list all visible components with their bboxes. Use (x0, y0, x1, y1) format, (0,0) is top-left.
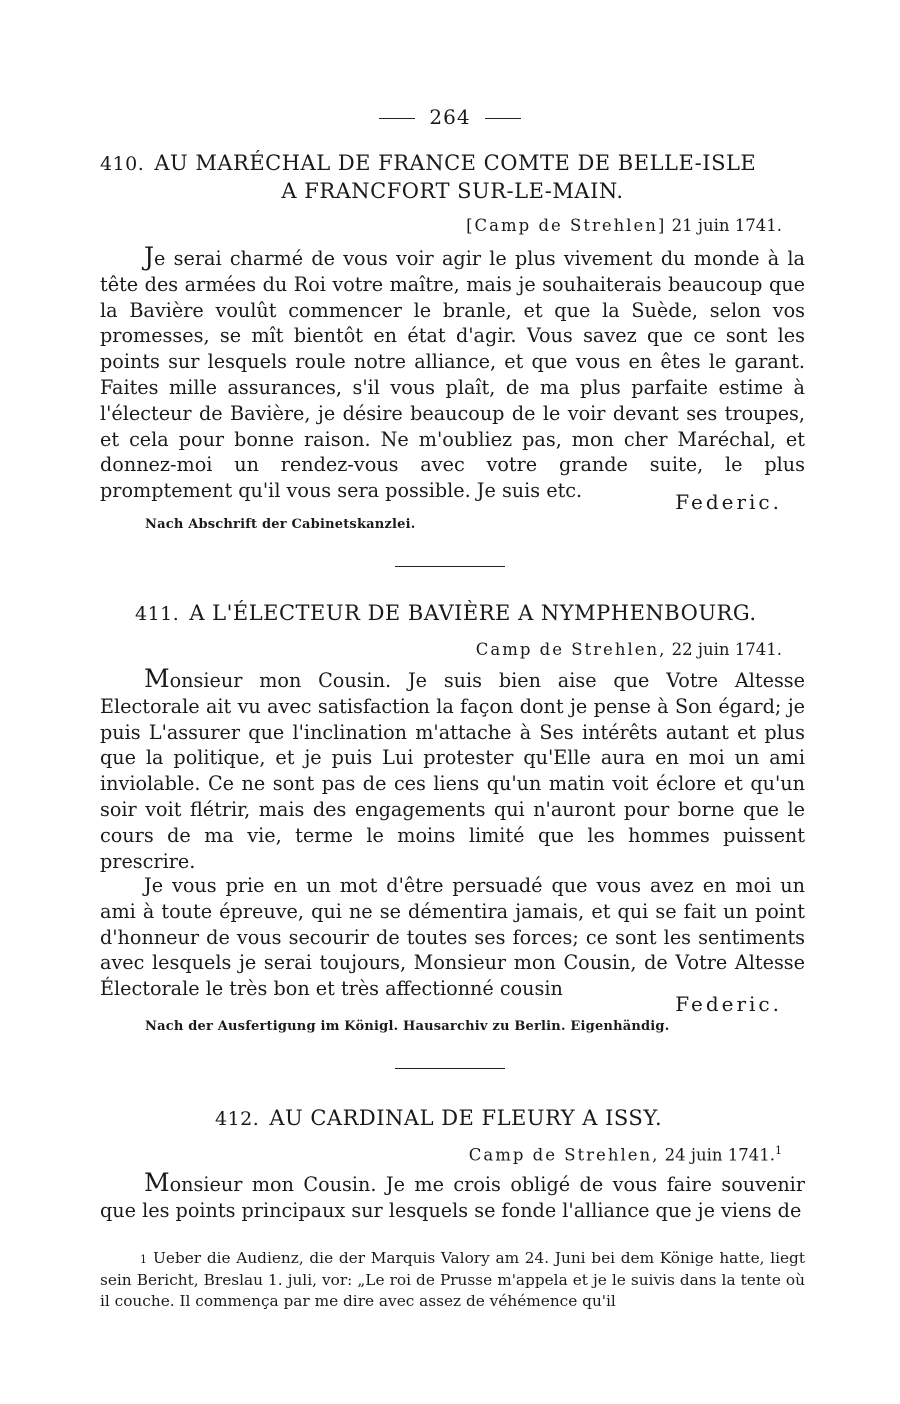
letter-411-dateline (476, 640, 782, 659)
letter-410-dateline (466, 216, 782, 235)
letter-title-line1: AU CARDINAL DE FLEURY A ISSY. (269, 1106, 663, 1130)
footnote-marker: 1 (775, 1144, 782, 1157)
page-number-dash-left (379, 118, 415, 119)
letter-number: 410. (100, 153, 145, 175)
initial-letter: J (144, 242, 155, 271)
letter-410-body (100, 244, 805, 504)
letter-number: 411. (135, 603, 180, 625)
letter-title-line1: A L'ÉLECTEUR DE BAVIÈRE A NYMPHENBOURG. (189, 601, 757, 625)
letter-410-source: Nach Abschrift der Cabinetskanzlei. (145, 517, 416, 532)
date-place: Camp de Strehlen, (468, 1145, 660, 1165)
letter-number: 412. (215, 1108, 260, 1130)
letter-411-signature: Federic. (675, 992, 782, 1016)
footnote-number: 1 (140, 1253, 147, 1266)
date: 24 juin 1741. (664, 1145, 775, 1165)
page-number-dash-right (485, 118, 521, 119)
section-divider (395, 566, 505, 567)
letter-title-line1: AU MARÉCHAL DE FRANCE COMTE DE BELLE-ISLE (154, 151, 757, 175)
date-place: [Camp de Strehlen] (466, 216, 667, 235)
date: 21 juin 1741. (671, 216, 782, 235)
page-number-text: 264 (429, 105, 471, 129)
letter-410-heading (100, 150, 805, 205)
letter-412-body (100, 1170, 805, 1224)
date: 22 juin 1741. (671, 640, 782, 659)
letter-411-heading (100, 600, 840, 628)
body-text: onsieur mon Cousin. Je suis bien aise que Votre Altesse Electorale ait vu avec satisfaction la façon dont je pense à Son égard; je puis L'assurer que l'inclination m'attache à Ses intérêts autant et plus que la politique, et je puis Lui protester qu'Elle aura en moi un ami inviolable. Ce ne sont pas de ces liens qu'un matin voit éclore et qu'un soir voit flétrir, mais des engagements qui n'auront pour borne que le cours de ma vie, terme le moins limité que les hommes puissent prescrire. (100, 669, 805, 873)
letter-411-body-2: Je vous prie en un mot d'être persuadé que vous avez en moi un ami à toute épreuve, qui ne se démentira jamais, et qui se fait un point d'honneur de vous secourir de toutes ses forces; ce sont les sentiments avec lesquels je serai toujours, Monsieur mon Cousin, de Votre Altesse Électorale le très bon et très affectionné cousin (100, 874, 805, 1001)
letter-412-dateline (469, 1144, 782, 1165)
letter-412-heading (100, 1105, 900, 1133)
body-text: onsieur mon Cousin. Je me crois obligé de vous faire souvenir que les points principaux sur lesquels se fonde l'alliance que je viens de (100, 1173, 805, 1222)
letter-410-signature: Federic. (675, 490, 782, 514)
letter-title-line2: A FRANCFORT SUR-LE-MAIN. (281, 179, 624, 203)
section-divider (395, 1068, 505, 1069)
body-text: e serai charmé de vous voir agir le plus vivement du monde à la tête des armées du Roi votre maître, mais je souhaiterais beaucoup que la Bavière voulût commencer le branle, et que la Suède, selon vos promesses, se mît bientôt en état d'agir. Vous savez que ce sont les points sur lesquels roule notre alliance, et que vous en êtes le garant. Faites mille assurances, s'il vous plaît, de ma plus parfaite estime à l'électeur de Bavière, je désire beaucoup de le voir devant ses troupes, et cela pour bonne raison. Ne m'oubliez pas, mon cher Maréchal, et donnez-moi un rendez-vous avec votre grande suite, le plus promptement qu'il vous sera possible. Je suis etc. (100, 247, 805, 503)
letter-411-body (100, 666, 805, 874)
footnote (100, 1248, 805, 1312)
date-place: Camp de Strehlen, (475, 640, 667, 659)
letter-411-source: Nach der Ausfertigung im Königl. Hausarchiv zu Berlin. Eigenhändig. (145, 1019, 670, 1034)
initial-letter: M (144, 1168, 170, 1197)
footnote-text: Ueber die Audienz, die der Marquis Valory am 24. Juni bei dem Könige hatte, liegt sein Bericht, Breslau 1. juli, vor: „Le roi de Prusse m'appela et je le suivis dans la tente où il couche. Il commença par me dire avec assez de véhémence qu'il (100, 1249, 805, 1310)
initial-letter: M (144, 664, 170, 693)
page-number (0, 105, 900, 129)
